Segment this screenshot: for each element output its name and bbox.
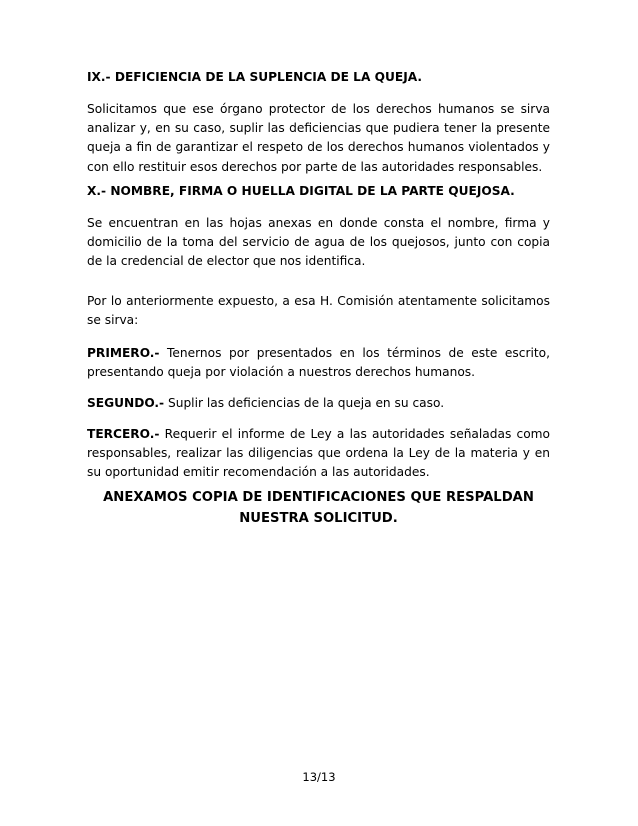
closing-statement-line2: NUESTRA SOLICITUD. [239, 511, 398, 526]
intro-paragraph: Por lo anteriormente expuesto, a esa H. Comisión atentamente solicitamos se sirva: [87, 294, 550, 328]
petition-primero-text: Tenernos por presentados en los términos de este escrito, presentando queja por violación a nuestros derechos humanos. [87, 346, 550, 380]
petition-segundo-text: Suplir las deficiencias de la queja en su caso. [164, 396, 445, 410]
paragraph-ix: Solicitamos que ese órgano protector de los derechos humanos se sirva analizar y, en su caso, suplir las deficiencias que pudiera tener la presente queja a fin de garantizar el respeto de los derechos humanos violentados y con ello restituir esos derechos por parte de las autoridades responsables. [87, 102, 550, 174]
petition-segundo [87, 394, 550, 413]
petition-tercero-label: TERCERO.- [87, 427, 160, 441]
section-heading-x: X.- NOMBRE, FIRMA O HUELLA DIGITAL DE LA PARTE QUEJOSA. [87, 184, 515, 198]
petition-tercero-text: Requerir el informe de Ley a las autoridades señaladas como responsables, realizar las diligencias que ordena la Ley de la materia y en su oportunidad emitir recomendación a las autoridades. [87, 427, 550, 480]
page-number: 13/13 [302, 770, 336, 784]
section-heading-ix: IX.- DEFICIENCIA DE LA SUPLENCIA DE LA QUEJA. [87, 70, 423, 84]
petition-primero [87, 344, 550, 382]
paragraph-x: Se encuentran en las hojas anexas en donde consta el nombre, firma y domicilio de la toma del servicio de agua de los quejosos, junto con copia de la credencial de elector que nos identifica. [87, 216, 550, 269]
petition-primero-label: PRIMERO.- [87, 346, 160, 360]
petition-segundo-label: SEGUNDO.- [87, 396, 165, 410]
petition-tercero [87, 425, 550, 483]
closing-statement-line1: ANEXAMOS COPIA DE IDENTIFICACIONES QUE RESPALDAN [103, 490, 534, 505]
